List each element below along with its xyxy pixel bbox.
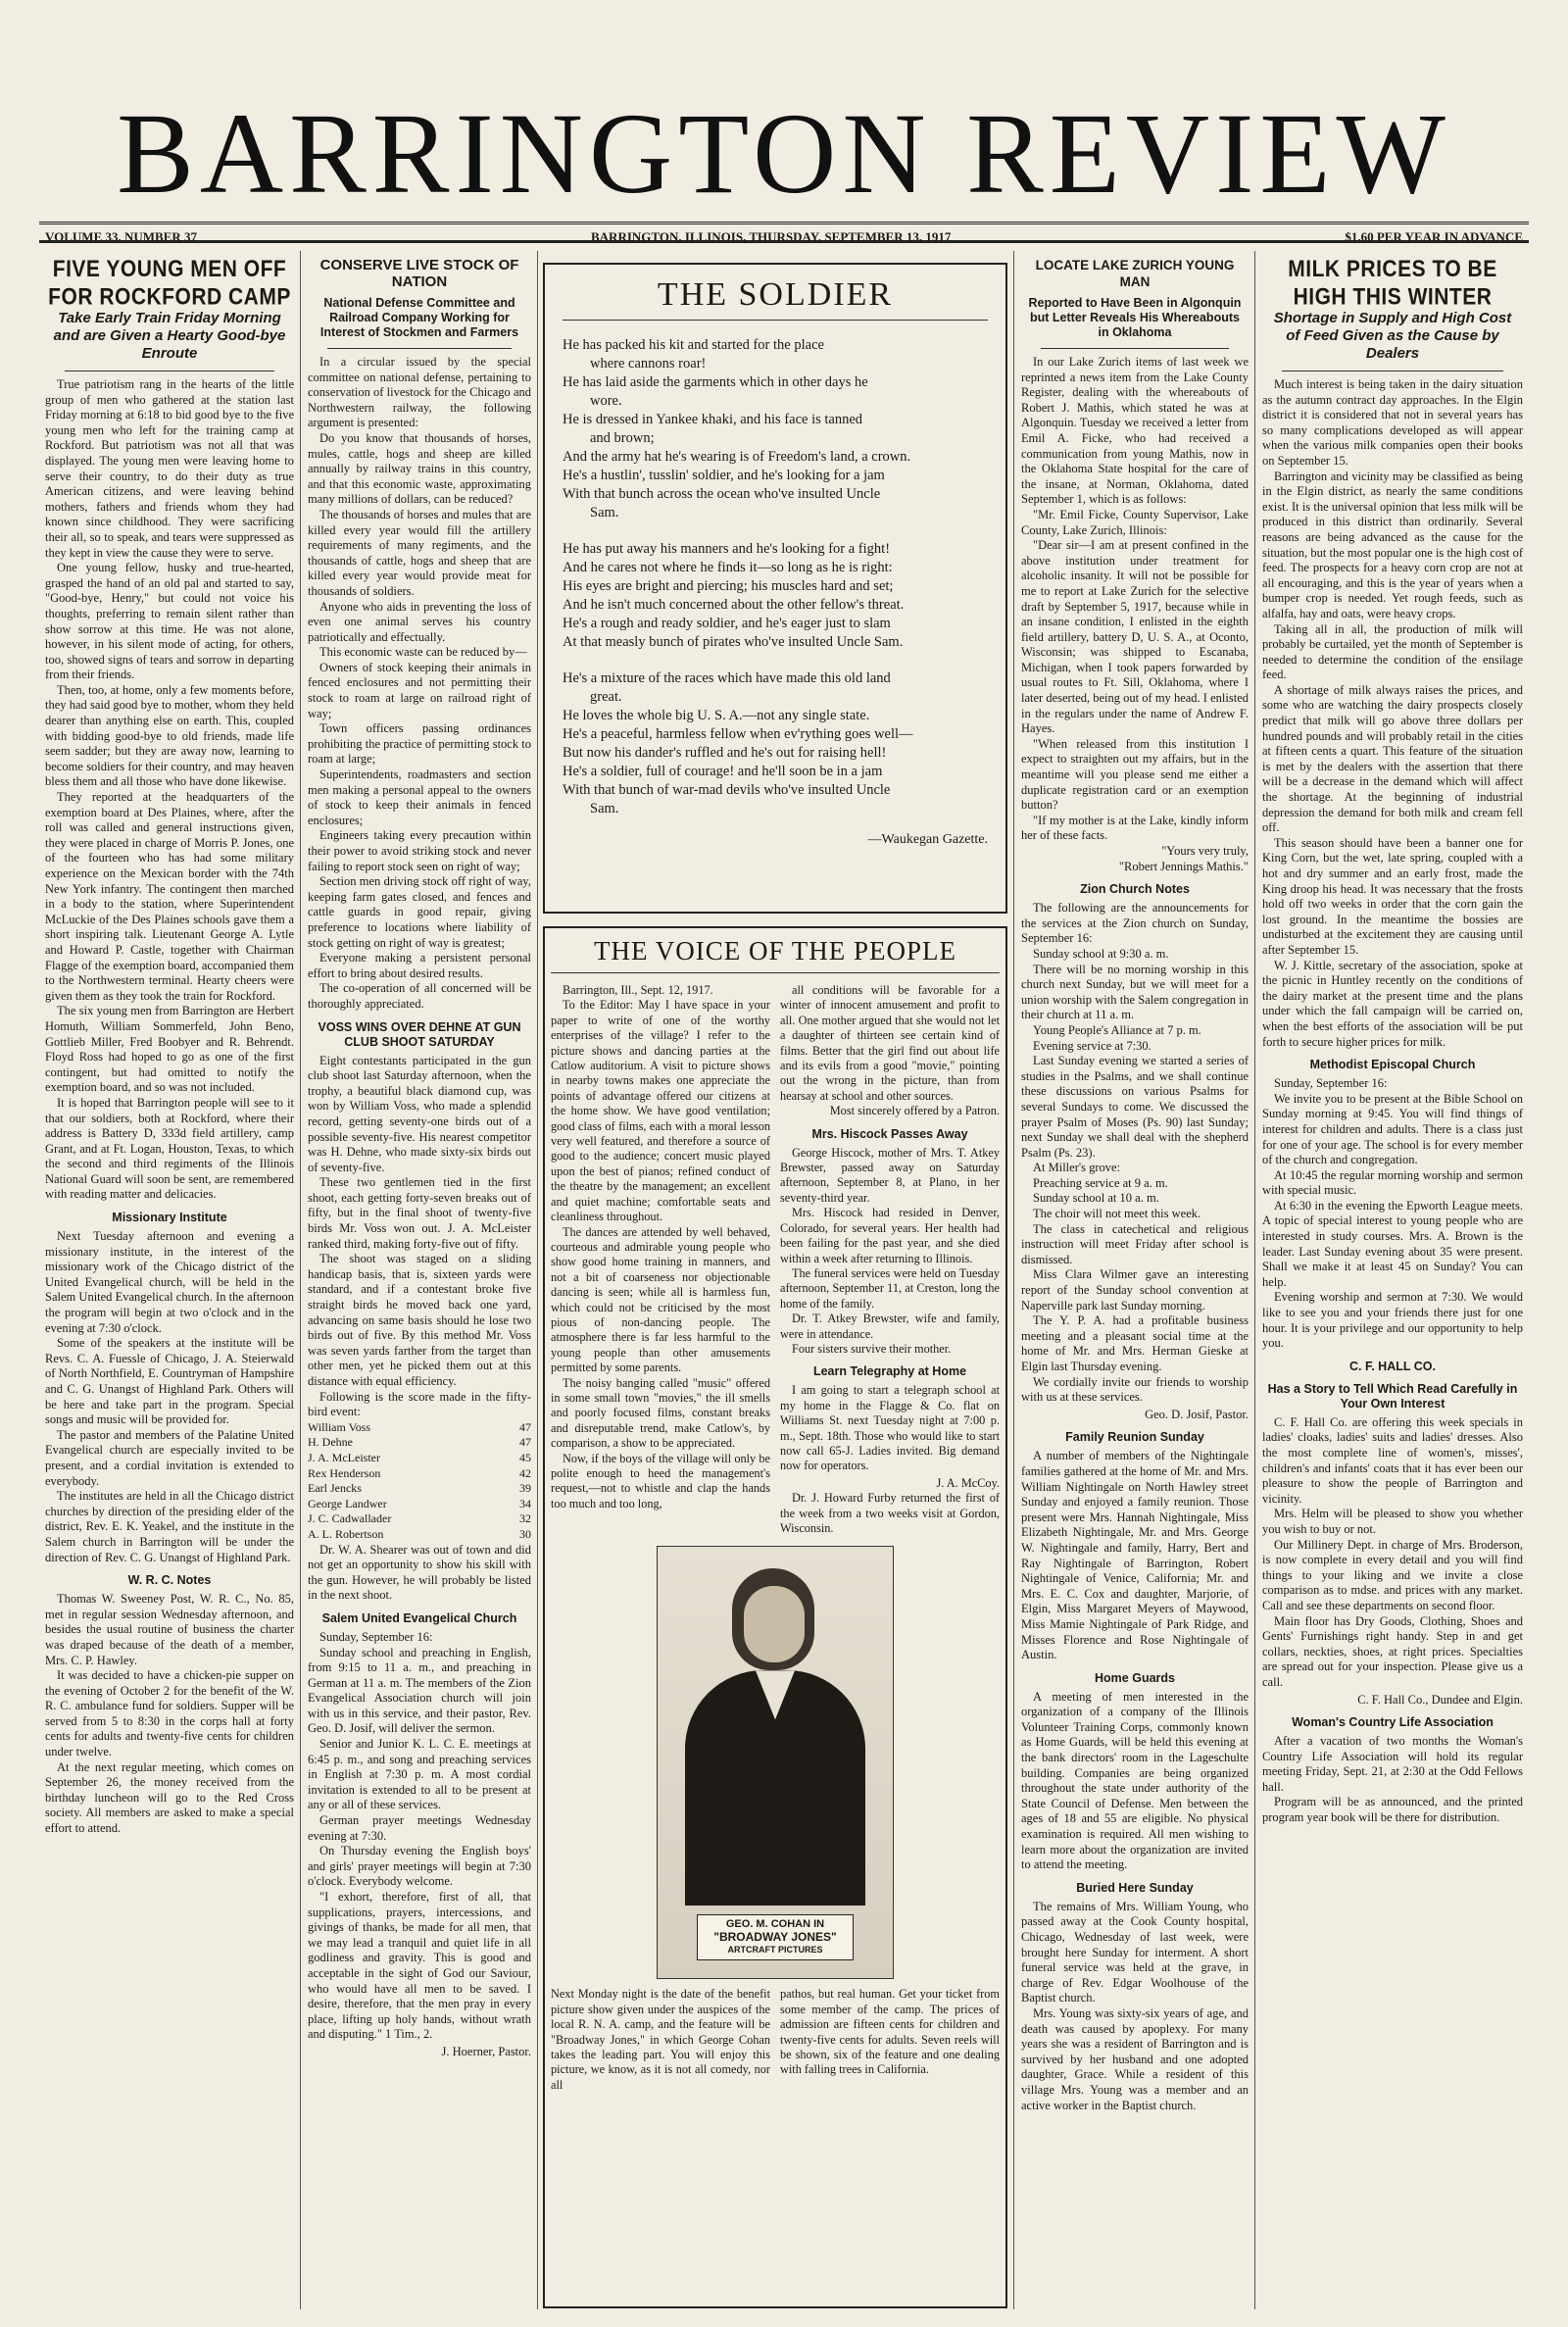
paragraph: We invite you to be present at the Bible School on Sunday morning at 9:45. You will find things of interest for children and adults. There is a class just for one of your age. The school is for every member of the church and congregation. [1262,1091,1523,1167]
paragraph: The following are the announcements for the services at the Zion church on Sunday, September 16: [1021,901,1249,946]
paragraph: Barrington, Ill., Sept. 12, 1917. [563,983,713,997]
paragraph: The choir will not meet this week. [1033,1207,1201,1221]
poem-line: With that bunch across the ocean who've insulted Uncle [563,486,881,502]
article-body [45,377,294,1203]
paragraph: pathos, but real human. Get your ticket from some member of the camp. The prices of admission are fifteen cents for children and twenty-five cents for adults. Seven reels will be shown, six of the feature and one dealing with falling trees in California. [780,1987,1000,2077]
paragraph: "When released from this institution I expect to straighten out my affairs, but in the meantime will you please send me either a duplicate registration card or an exemption button? [1021,736,1249,813]
contestant-name: Earl Jencks [308,1481,362,1496]
paragraph: Last Sunday evening we started a series of studies in the Psalms, and we shall continue these discussions on various Psalms for several Sundays to come. We discussed the prayer Psalm of Moses (Ps. 90) last Sunday; next Sunday we shall deal with the shepherd Psalm (Ps. 23). [1021,1054,1249,1160]
paragraph: Dr. J. Howard Furby returned the first of the week from a two weeks visit at Gordon, Wisconsin. [780,1491,1000,1535]
paragraph: George Hiscock, mother of Mrs. T. Atkey Brewster, passed away on Saturday afternoon, September 8, at Plano, in her seventy-third year. [780,1145,1000,1205]
divider [1041,348,1229,349]
paragraph: Do you know that thousands of horses, mules, cattle, hogs and sheep are killed annually by railway trains in this country, and that this economic waste, approximating many millions of dollars, can be reduced? [308,430,531,507]
section-heading: Missionary Institute [112,1211,227,1225]
paragraph: Our Millinery Dept. in charge of Mrs. Broderson, is now complete in every detail and you will find things to your liking and we invite a close comparison as to mdse. and prices with any market. Call and see these departments on second floor. [1262,1537,1523,1612]
paragraph: "I exhort, therefore, first of all, that supplications, prayers, intercessions, and givings of thanks, be made for all men, that we may lead a tranquil and quiet life in all godliness and gravity. This is good and acceptable in the sight of God our Saviour, who would have all men to be saved. I desire, therefore, that the men pray in every place, lifting up holy hands, without wrath and disputing." 1 Tim., 2. [308,1890,531,2042]
section-heading: C. F. HALL CO. [1349,1359,1436,1373]
paragraph: Sunday school and preaching in English, from 9:15 to 11 a. m., and preaching in German at 11 a. m. The members of the Zion Evangelical Association church will join with us in this service, and their pastor, Rev. Geo. D. Josif, will deliver the sermon. [308,1645,531,1736]
paragraph: Then, too, at home, only a few moments before, they had said good bye to mother, whom they held dearer than anything else on earth. This, coupled with bidding good-bye to old friends, made life seem sadder; but they are away now, learning to become soldiers for their country, and may heaven bless them and all those who have done likewise. [45,682,294,789]
paragraph: "Yours very truly, [1161,844,1249,858]
paragraph: C. F. Hall Co. are offering this week specials in ladies' cloaks, ladies' suits and ladies' dresses. Also the most complete line of women's, misses', children's and infants' coats that it has ever been our pleasure to show the people of Barrington and vicinity. [1262,1414,1523,1506]
paragraph: Evening worship and sermon at 7:30. We would like to see you and your friends there just for one hour. It is your privilege and our opportunity to help you. [1262,1290,1523,1351]
section-heading: Buried Here Sunday [1076,1880,1194,1895]
article-headline: LOCATE LAKE ZURICH YOUNG MAN [1035,258,1235,289]
score-row [308,1527,531,1543]
paragraph: German prayer meetings Wednesday evening at 7:30. [308,1813,531,1843]
paragraph: It is hoped that Barrington people will see to it that our soldiers, both at Rockford, where their address is Battery D, 333d field artillery, camp Grant, and at Ft. Logan, Houston, Texas, to which the second and third regiments of the Illinois National Guard will soon be sent, are remembered with reading matter and delicacies. [45,1095,294,1202]
paragraph: The thousands of horses and mules that are killed every year would fill the artillery requirements of many regiments, and the thousands of cattle, hogs and sheep that are killed every year would provide meat for thousands of soldiers. [308,507,531,598]
article-deck: Reported to Have Been in Algonquin but Letter Reveals His Whereabouts in Oklahoma [1028,296,1242,339]
paragraph: In a circular issued by the special committee on national defense, pertaining to conservation of livestock for the Chicago and Northwestern railway, the following argument is presented: [308,355,531,430]
paragraph: W. J. Kittle, secretary of the association, spoke at the picnic in Huntley recently on the conditions of the dairy market at the present time and the plans under which the fall campaign will be carried on, when the best efforts of the association will be put forth to secure higher prices for milk. [1262,958,1523,1049]
column-1 [39,251,300,2309]
poem-line: and brown; [590,430,655,446]
paragraph: Taking all in all, the production of milk will probably be curtailed, yet the month of September is needed to determine the condition of the ensilage feed. [1262,621,1523,682]
poem-box [543,263,1007,914]
poem-line: And the army hat he's wearing is of Freedom's land, a crown. [563,449,911,465]
paragraph: Sunday school at 9:30 a. m. [1033,946,1169,961]
contestant-score: 34 [519,1496,531,1510]
paragraph: Mrs. Helm will be pleased to show you whether you wish to buy or not. [1262,1507,1523,1536]
column-rule [1254,251,1255,2309]
paragraph: Dr. W. A. Shearer was out of town and did not get an opportunity to show his skill with the gun. However, he will probably be listed in the next shoot. [308,1542,531,1603]
paragraph: I am going to start a telegraph school at my home in the Flagge & Co. flat on Williams St. next Tuesday night at 7:00 p. m., Sept. 18th. Those who would like to start now call 65-J. Ladies invited. Big demand now for operators. [780,1383,1000,1473]
paragraph: Most sincerely offered by a Patron. [829,1104,1000,1118]
contestant-score: 30 [519,1526,531,1541]
paragraph: We cordially invite our friends to worship with us at these services. [1021,1374,1249,1405]
paragraph: A shortage of milk always raises the prices, and some who are watching the dairy prospects closely predict that milk will go above three dollars per hundred pounds and will probably retail in the cities at fifteen cents a quart. This feature of the situation is met by the dealers with the assertion that there will be a decrease in the demand which will affect the shortage. At the beginning of industrial depression the demand for both milk and cream fell off. [1262,682,1523,835]
section-heading: Family Reunion Sunday [1065,1430,1204,1445]
column-rule [300,251,301,2309]
contestant-name: J. A. McLeister [308,1450,380,1464]
voice-title: THE VOICE OF THE PEOPLE [551,936,1000,973]
photo-caption [697,1914,854,1960]
signature: C. F. Hall Co., Dundee and Elgin. [1357,1692,1523,1707]
photo-figure-face [744,1586,805,1662]
article-headline: MILK PRICES TO BE HIGH THIS WINTER [1288,256,1497,311]
poem-line: He is dressed in Yankee khaki, and his face is tanned [563,412,863,427]
paragraph: Main floor has Dry Goods, Clothing, Shoes and Gents' Furnishings right handy. Step in and get collars, neckties, shoes, at right prices. Specialties are spread out for your inspection. Please give us a call. [1262,1613,1523,1689]
poem-line: He has laid aside the garments which in other days he [563,374,868,390]
paragraph: "If my mother is at the Lake, kindly inform her of these facts. [1021,813,1249,843]
paragraph: Miss Clara Wilmer gave an interesting report of the Sunday school convention at Naperville park last Sunday morning. [1021,1267,1249,1312]
article-deck: National Defense Committee and Railroad Company Working for Interest of Stockmen and Farmers [319,296,519,339]
section-heading: Zion Church Notes [1080,882,1190,897]
poem-line: where cannons roar! [590,356,707,371]
contestant-score: 47 [519,1419,531,1434]
paragraph: Much interest is being taken in the dairy situation as the autumn contract day approaches. In the Elgin district it is considered that not in several years has so many complications developed as will appear when the various milk companies open their books on September 15. [1262,377,1523,468]
contestant-name: J. C. Cadwallader [308,1511,392,1526]
paragraph: At 10:45 the regular morning worship and sermon with special music. [1262,1167,1523,1198]
paragraph: The institutes are held in all the Chicago district churches by direction of the presiding elder of the district, Rev. E. K. Yeakel, and the institute in the Salem church in Barrington will be under the direction of Rev. C. G. Unangst of Highland Park. [45,1489,294,1564]
paragraph: The noisy banging called "music" offered in some small town "movies," the ill smells and poorly focused films, constant breaks and disreputable trend, make Catlow's, by comparison, a show to be appreciated. [551,1375,770,1451]
poem-line: He loves the whole big U. S. A.—not any single state. [563,708,870,723]
paragraph: Anyone who aids in preventing the loss of even one animal serves his country patriotically and effectually. [308,599,531,644]
poem-line: great. [590,689,622,705]
voice-columns [551,983,1000,1536]
voice-of-the-people-box [543,926,1007,2308]
score-row [308,1466,531,1482]
column-rule [1013,251,1014,2309]
poem-line: wore. [590,393,622,409]
poem-line: And he cares not where he finds it—so long as he is right: [563,560,893,575]
paragraph: "Robert Jennings Mathis." [1118,859,1249,873]
paragraph: On Thursday evening the English boys' and girls' prayer meetings will begin at 7:30 o'clock. Everybody welcome. [308,1844,531,1889]
score-table [308,1420,531,1543]
paragraph: A meeting of men interested in the organization of a company of the Illinois Volunteer Training Corps, commonly known as Home Guards, will be held this evening at the bank directors' room in the Lageschulte building. Companies are being organized throughout the state under authority of the State Council of Defense. Men between the ages of 18 and 55 are eligible. No physical examination is required. All men wishing to learn more about the organization are invited to attend the meeting. [1021,1689,1249,1872]
paragraph: Owners of stock keeping their animals in fenced enclosures and not permitting their stock to roam at large on railroad right of way; [308,660,531,720]
paragraph: The class in catechetical and religious instruction will meet Friday after school is dismissed. [1021,1221,1249,1266]
section-heading: Mrs. Hiscock Passes Away [811,1126,968,1141]
poem-line: And he isn't much concerned about the other fellow's threat. [563,597,905,613]
paragraph: Preaching service at 9 a. m. [1033,1175,1168,1190]
paragraph: "Dear sir—I am at present confined in the above institution under treatment for alcoholic insanity. It will not be possible for me to report at Lake Zurich for the selective draft by September 5, 1917, because while in an insane condition, I enlisted in the eighth field artillery, battery D, U. S. A., at Oconto, Wisconsin; was shipped to Escanaba, Michigan, when I took papers forwarded by usual routes to Ft. Sill, Oklahoma, where I later deserted, being out of my head. I enlisted in the regulars under the name of Andrew F. Hayes. [1021,538,1249,736]
article-headline: FIVE YOUNG MEN OFF FOR ROCKFORD CAMP [48,256,291,311]
volume-number: VOLUME 33, NUMBER 37 [45,229,198,244]
paragraph: Evening service at 7:30. [1033,1038,1152,1053]
section-heading: Learn Telegraphy at Home [812,1364,967,1379]
paragraph: The dances are attended by well behaved, courteous and admirable young people who show good home training in manners, and not a bit of coarseness nor objectionable dancing is seen; while all is harmless fun, which could not be criticised by the most pious of non-dancing people. The atmosphere there is far less harmful to the young people than other amusements permitted by some parents. [551,1224,770,1375]
paragraph: To the Editor: May I have space in your paper to write of one of the worthy enterprises of the village? I refer to the picture shows and dancing parties at the Catlow auditorium. A visit to picture shows in nearby towns makes one appreciate the points of advantage offered our citizens at the home show. We have good ventilation; good class of films, each with a moral lesson very well featured, and therefore a source of good to the audience; concert music played upon the best of pianos; refined conduct of the theatre by the management; an excellent and quiet machine; comfortable seats and cleanliness throughout. [551,998,770,1224]
column-5 [1256,251,1529,2309]
paragraph: The Y. P. A. had a profitable business meeting and a pleasant social time at the home of Mr. and Mrs. Herman Gieske at Elgin last Thursday evening. [1021,1313,1249,1373]
paragraph: True patriotism rang in the hearts of the little group of men who gathered at the station last Friday morning at 6:18 to bid good bye to the five young men who left for the training camp at Rockford. But patriotism was not all that was displayed. The young men were leaving home to serve their country, to do their duty as true American citizens, and were leaving behind mothers, fathers and friends whom they had known since childhood. They were sacrificing their all, so to speak, and tears were suppressed as they kept in view the cause they were to serve. [45,377,294,560]
dateline-bar [39,222,1529,243]
paragraph: Sunday school at 10 a. m. [1033,1191,1159,1206]
voice-right-column [780,983,1000,1536]
score-row [308,1420,531,1436]
paragraph: Next Tuesday afternoon and evening a missionary institute, in the interest of the missionary work of the Chicago district of the United Evangelical church, will be held in the Salem United Evangelical church. In the afternoon the program will begin at two o'clock and in the evening at 7:30 o'clock. [45,1229,294,1335]
paragraph: The co-operation of all concerned will be thoroughly appreciated. [308,981,531,1011]
poem-line: He's a peaceful, harmless fellow when ev'rything goes well— [563,726,913,742]
paragraph: There will be no morning worship in this church next Sunday, but we will meet for a union worship with the Salem congregation in their church at 11 a. m. [1021,962,1249,1022]
paragraph: Four sisters survive their mother. [792,1341,952,1356]
contestant-score: 42 [519,1465,531,1480]
score-row [308,1481,531,1497]
paragraph: Superintendents, roadmasters and section men making a personal appeal to the owners of stock to keep their animals in fenced enclosures; [308,767,531,827]
paragraph: Eight contestants participated in the gun club shoot last Saturday afternoon, when the trophy, a beautiful black diamond cup, was won by William Voss, who made a splendid record, getting seventy-one birds out of a possible seventy-five. His nearest competitor was H. Dehne, who made sixty-six birds out of seventy-five. [308,1053,531,1174]
paragraph: all conditions will be favorable for a winter of innocent amusement and profit to all. One mother argued that she would not let a daughter of thirteen see certain kind of films. Better that the girl find out about life and its evils from a good "movie," pointing out the wrong in the picture, than from hearsay at school and other sources. [780,983,1000,1103]
paragraph: At 6:30 in the evening the Epworth League meets. A topic of special interest to young people who are interested in study courses. Mrs. A. Brown is the leader. Last Sunday evening about 35 were present. Shall we make it at least 45 on Sunday? You can help. [1262,1198,1523,1289]
paragraph: After a vacation of two months the Woman's Country Life Association will hold its regular meeting Friday, Sept. 21, at 2:30 at the Odd Fellows hall. [1262,1734,1523,1794]
column-2 [302,251,537,2309]
photo-caption-line: GEO. M. COHAN IN [725,1918,825,1931]
paragraph: The pastor and members of the Palatine United Evangelical church are especially invited to be present, and a cordial invitation is extended to everybody. [45,1427,294,1488]
poem-line: He has packed his kit and started for the place [563,337,824,353]
contestant-score: 39 [519,1481,531,1496]
dateline: BARRINGTON, ILLINOIS, THURSDAY, SEPTEMBER 13, 1917 [591,229,952,244]
poem-line: He's a mixture of the races which have made this old land [563,670,891,686]
paragraph: The shoot was staged on a sliding handicap basis, that is, sixteen yards were standard, and if a contestant broke five straight birds he moved back one yard, advancing on same basis should he lose two birds out of five. By this method Mr. Voss was seven yards farther from the target than other men, yet he picked them out at this distance with equal efficiency. [308,1252,531,1388]
paragraph: Barrington and vicinity may be classified as being in the Elgin district, as nearly the same conditions exist. It is the universal opinion that less milk will be produced in this district than ordinarily. Several reasons are being advanced as the cause for the situation, but the most popular one is the high cost of feed. The prospects for a heavy corn crop are not at all encouraging, and this is the year of years when a bumper crop is needed. Yet rough feeds, such as alfalfa, hay and oats, were heavy crops. [1262,469,1523,620]
contestant-name: George Landwer [308,1496,387,1510]
score-row [308,1435,531,1451]
poem-line: But now his dander's ruffled and he's out for raising hell! [563,745,887,761]
paragraph: The six young men from Barrington are Herbert Homuth, William Sommerfeld, John Beno, Gottlieb Miller, Fred Boobyer and R. Behrendt. Floyd Ross had hoped to go as one of the first contingent, but had omitted to notify the exemption board, and so was not included. [45,1004,294,1095]
poem-line: He has put away his manners and he's looking for a fight! [563,541,891,557]
contestant-name: H. Dehne [308,1435,353,1450]
contestant-name: William Voss [308,1419,371,1434]
signature: J. Hoerner, Pastor. [441,2044,531,2058]
score-row [308,1511,531,1527]
paragraph: Section men driving stock off right of way, keeping farm gates closed, and fences and cattle guards in good repair, giving preference to locations where liability of stock getting on right of way is greatest; [308,874,531,950]
paragraph: Dr. T. Atkey Brewster, wife and family, were in attendance. [780,1312,1000,1341]
poem-line: His eyes are bright and piercing; his muscles hard and set; [563,578,894,594]
poem-line: He's a soldier, full of courage! and he'll soon be in a jam [563,764,883,779]
paragraph: Mrs. Young was sixty-six years of age, and death was caused by apoplexy. For many years she was a resident of Barrington and is survived by her husband and one adopted daughter, Grace. While a resident of this village Mrs. Young was a member and an active worker in the Baptist church. [1021,2005,1249,2112]
contestant-name: A. L. Robertson [308,1526,384,1541]
poem-line: He's a rough and ready soldier, and he's eager just to slam [563,616,891,631]
paragraph: Sunday, September 16: [319,1629,433,1644]
contestant-score: 32 [519,1511,531,1526]
poem-line: With that bunch of war-mad devils who've insulted Uncle [563,782,891,798]
paragraph: At Miller's grove: [1033,1161,1121,1175]
poem-line: Sam. [590,801,619,817]
stanza-gap [563,522,988,540]
paragraph: At the next regular meeting, which comes on September 26, the money received from the birthday luncheon will go to the Red Cross society. All members are asked to make a special effort to attend. [45,1759,294,1836]
column-rule [537,251,538,2309]
article-headline: CONSERVE LIVE STOCK OF NATION [319,257,519,290]
paragraph: Senior and Junior K. L. C. E. meetings at 6:45 p. m., and song and preaching services in English at 7:30 p. m. A most cordial invitation is extended to all to be present at any or all of these services. [308,1737,531,1812]
paragraph: Mrs. Hiscock had resided in Denver, Colorado, for several years. Her health had been failing for the past year, and she died within a week after returning to Illinois. [780,1206,1000,1265]
section-heading: VOSS WINS OVER DEHNE AT GUN CLUB SHOOT SATURDAY [318,1019,521,1049]
paragraph: The remains of Mrs. William Young, who passed away at the Cook County hospital, Chicago, Wednesday of last week, were brought here Sunday for interment. A short funeral service was held at the grave, in charge of Rev. Edgar Woolhouse of the Baptist church. [1021,1899,1249,2005]
article-deck: Shortage in Supply and High Cost of Feed Given as the Cause by Dealers [1273,310,1512,362]
section-heading: Woman's Country Life Association [1292,1715,1494,1730]
poem-title: THE SOLDIER [563,276,988,321]
paragraph: Engineers taking every precaution within their power to avoid striking stock and never failing to report stock seen on right of way; [308,828,531,873]
stanza-gap [563,652,988,669]
poem-line: Sam. [590,505,619,520]
photo-caption-line: "BROADWAY JONES" [713,1930,837,1945]
divider [327,348,512,349]
contestant-name: Rex Henderson [308,1465,381,1480]
voice-bottom [551,1987,1000,2093]
paragraph: Following is the score made in the fifty-bird event: [308,1389,531,1419]
paragraph: In our Lake Zurich items of last week we reprinted a news item from the Lake County Register, dealing with the whereabouts of Robert J. Mathis, which stated he was at Algonquin. Tuesday we received a letter from Emil A. Ficke, who had received a communication from young Mathis, now in the Oklahoma State hospital for the care of the insane, at Norman, Oklahoma, dated September 1, which is as follows: [1021,355,1249,507]
column-4 [1015,251,1254,2309]
paragraph: It was decided to have a chicken-pie supper on the evening of October 2 for the benefit of the W. R. C. ambulance fund for soldiers. Supper will be served from 5 to 8:30 in the corps hall at forty cents for adults and twenty-five cents for children under twelve. [45,1668,294,1759]
paragraph: They reported at the headquarters of the exemption board at Des Plaines, where, after the roll was called and general instructions given, they were placed in charge of Morris P. Jones, one of the fourteen who has had some military experience on the Mexican border with the 74th New York infantry. The contingent then marched in a body to the station, where Superintendent McLuckie of the Des Plaines schools gave them a short inspiring talk. Lieutenant George A. Lytle and Howard P. Castle, together with Chairman Flagge of the exemption board, accompanied them to the Northwestern terminal. Hearty cheers were given them as they took the train for Rockford. [45,790,294,1003]
cohan-portrait-photo [657,1546,894,1979]
paragraph: Some of the speakers at the institute will be Revs. C. A. Fuessle of Chicago, J. A. Steierwald of North Northfield, E. Countryman of Hampshire and C. G. Unangst of Highland Park. Others will be here and take part in the program. Special songs and music will be provided for. [45,1336,294,1427]
photo-caption-line: ARTCRAFT PICTURES [727,1945,823,1956]
paragraph: This season should have been a banner one for King Corn, but the wet, late spring, coupled with a hot and dry summer and an early frost, made the King droop his head. It was necessary that the frosts hold off two weeks in order that the corn gain the lost ground. In the meantime the bossies are undisturbed at the excitement they are causing until after September 15. [1262,835,1523,957]
contestant-score: 45 [519,1450,531,1464]
section-heading: W. R. C. Notes [127,1573,212,1588]
section-heading: Methodist Episcopal Church [1309,1058,1476,1072]
section-heading: Salem United Evangelical Church [321,1610,517,1625]
signature: J. A. McCoy. [936,1475,1000,1490]
paragraph: One young fellow, husky and true-hearted, grasped the hand of an old pal and started to say, "Good-bye, Henry," but could not voice his thoughts, preferring to remain silent rather than show sorrow at this time. He was not alone, however, in his silent mode of acting, for others, too, showed signs of tears and sorrow in departing from their friends. [45,561,294,682]
paragraph: Next Monday night is the date of the benefit picture show given under the auspices of the local R. N. A. camp, and the feature will be "Broadway Jones," in which George Cohan takes the leading part. You will enjoy this picture, we know, as it is not all comedy, nor all [551,1987,770,2092]
masthead-title: BARRINGTON REVIEW [117,89,1451,218]
paragraph: Program will be as announced, and the printed program year book will be there for distribution. [1262,1795,1523,1825]
paragraph: This economic waste can be reduced by— [319,645,527,660]
section-heading: Has a Story to Tell Which Read Carefully in Your Own Interest [1267,1381,1518,1411]
score-row [308,1497,531,1512]
poem-line: He's a hustlin', tusslin' soldier, and he's looking for a jam [563,468,885,483]
paragraph: A number of members of the Nightingale families gathered at the home of Mr. and Mrs. William Nightingale on North Hawley street Sunday and enjoyed a family reunion. Those present were Mrs. Hannah Nightingale, Miss Elizabeth Nightingale, Mr. and Mrs. George W. Nightingale and family, Harry, Bert and Ray Nightingale of Barrington, Robert Nightingale of Venice, California; Mr. and Mrs. E. C. Cox and daughter, Marjorie, of Elgin, Miss Margaret Meyers of Maywood, Miss Mamie Nightingale of Park Ridge, and Misses Florence and Rose Nightingale of Austin. [1021,1449,1249,1662]
contestant-score: 47 [519,1435,531,1450]
article-deck: Take Early Train Friday Morning and are Given a Hearty Good-bye Enroute [53,310,286,362]
paragraph: These two gentlemen tied in the first shoot, each getting forty-seven breaks out of fifty, but in the final shoot of twenty-five birds Mr. Voss won out. J. A. McLeister ranked third, making forty-five out of fifty. [308,1175,531,1251]
paragraph: Sunday, September 16: [1274,1076,1388,1091]
paragraph: Thomas W. Sweeney Post, W. R. C., No. 85, met in regular session Wednesday afternoon, and besides the usual routine of business the charter was draped because of the death of a member, Mrs. C. P. Hawley. [45,1592,294,1667]
poem-source: —Waukegan Gazette. [867,832,988,847]
section-heading: Home Guards [1095,1670,1175,1685]
score-row [308,1451,531,1466]
signature: Geo. D. Josif, Pastor. [1145,1407,1249,1421]
paragraph: Everyone making a persistent personal effort to bring about desired results. [308,951,531,980]
paragraph: Town officers passing ordinances prohibiting the practice of permitting stock to roam at large; [308,721,531,767]
paragraph: The funeral services were held on Tuesday afternoon, September 11, at Creston, long the home of the family. [780,1265,1000,1311]
paragraph: "Mr. Emil Ficke, County Supervisor, Lake County, Lake Zurich, Illinois: [1021,507,1249,537]
poem-line: At that measly bunch of pirates who've insulted Uncle Sam. [563,634,904,650]
subscription-price: $1.60 PER YEAR IN ADVANCE [1345,229,1523,244]
paragraph: Now, if the boys of the village will only be polite enough to heed the management's request,—not to whistle and clap the hands too much and too long, [551,1451,770,1510]
paragraph: Young People's Alliance at 7 p. m. [1033,1022,1201,1037]
voice-left-column [551,983,770,1536]
